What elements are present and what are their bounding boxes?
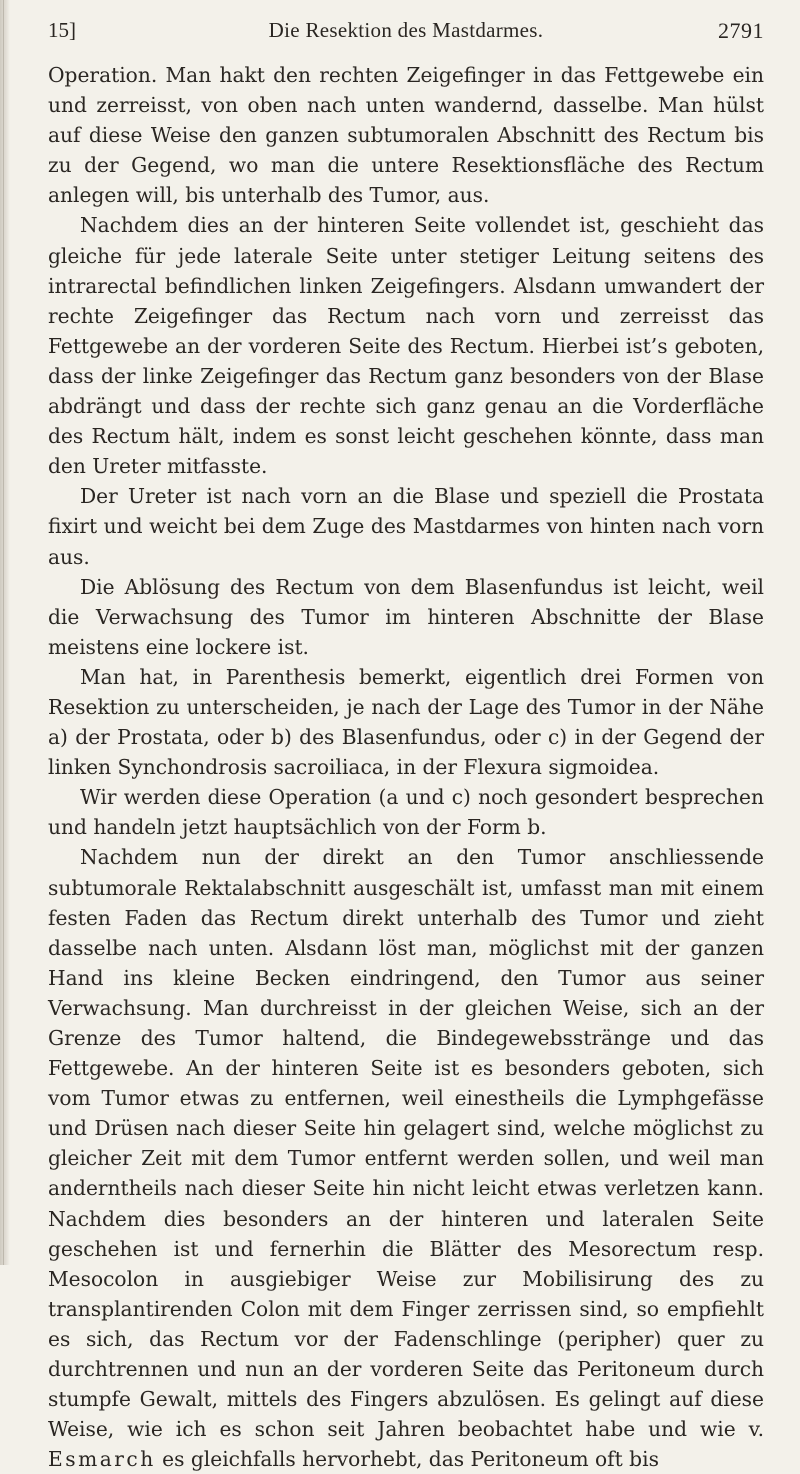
paragraph-7 [48,842,764,1474]
paragraph-2: Nachdem dies an der hinteren Seite vollendet ist, geschieht das gleiche für jede laterale Seite unter stetiger Leitung seitens des intrarectal befindlichen linken Zeigefingers. Alsdann umwandert der rechte Zeigefinger das Rectum nach vorn und zerreisst das Fettgewebe an der vorderen Seite des Rectum. Hierbei ist’s geboten, dass der linke Zeigefinger das Rectum ganz besonders von der Blase abdrängt und dass der rechte sich ganz genau an die Vorderfläche des Rectum hält, indem es sonst leicht geschehen könnte, dass man den Ureter mitfasste. [48,213,764,479]
paragraph-7-text-after: es gleichfalls hervorhebt, das Peritoneum oft bis [155,1447,659,1472]
paragraph-3: Der Ureter ist nach vorn an die Blase und speziell die Prostata fixirt und weicht bei dem Zuge des Mastdarmes von hinten nach vorn aus. [48,484,764,569]
section-number: 15] [48,18,76,42]
running-title: Die Resektion des Mastdarmes. [268,18,544,42]
running-head [48,18,764,50]
author-name-esmarch: Esmarch [48,1447,156,1472]
page-edge-line [3,0,4,1265]
page-edge-shadow [0,0,10,1265]
paragraph-1: Operation. Man hakt den rechten Zeigefinger in das Fettgewebe ein und zerreisst, von oben nach unten wandernd, dasselbe. Man hülst auf diese Weise den ganzen subtumoralen Abschnitt des Rectum bis zu der Gegend, wo man die untere Resektionsfläche des Rectum anlegen will, bis unterhalb des Tumor, aus. [48,63,764,208]
paragraph-6: Wir werden diese Operation (a und c) noch gesondert besprechen und handeln jetzt hauptsächlich von der Form b. [48,785,764,840]
paragraph-5: Man hat, in Parenthesis bemerkt, eigentlich drei Formen von Resektion zu unterscheiden, je nach der Lage des Tumor in der Nähe a) der Prostata, oder b) des Blasenfundus, oder c) in der Gegend der linken Synchondrosis sacroiliaca, in der Flexura sigmoidea. [48,664,764,780]
page-number: 2791 [718,18,764,43]
paragraph-4: Die Ablösung des Rectum von dem Blasenfundus ist leicht, weil die Verwachsung des Tumor im hinteren Abschnitte der Blase meistens eine lockere ist. [48,574,764,659]
body-text [48,60,764,1474]
paragraph-7-text-before: Nachdem nun der direkt an den Tumor anschliessende subtumorale Rektalabschnitt ausgeschält ist, umfasst man mit einem festen Faden das Rectum direkt unterhalb des Tumor und zieht dasselbe nach unten. Alsdann löst man, möglichst mit der ganzen Hand ins kleine Becken eindringend, den Tumor aus seiner Verwachsung. Man durchreisst in der gleichen Weise, sich an der Grenze des Tumor haltend, die Bindegewebsstränge und das Fettgewebe. An der hinteren Seite ist es besonders geboten, sich vom Tumor etwas zu entfernen, weil einestheils die Lymphgefässe und Drüsen nach dieser Seite hin gelagert sind, welche möglichst zu gleicher Zeit mit dem Tumor entfernt werden sollen, und weil man anderntheils nach dieser Seite hin nicht leicht etwas verletzen kann. Nachdem dies besonders an der hinteren und lateralen Seite geschehen ist und fernerhin die Blätter des Mesorectum resp. Mesocolon in ausgiebiger Weise zur Mobilisirung des zu transplantirenden Colon mit dem Finger zerrissen sind, so empfiehlt es sich, das Rectum vor der Fadenschlinge (peripher) quer zu durchtrennen und nun an der vorderen Seite das Peritoneum durch stumpfe Gewalt, mittels des Fingers abzulösen. Es gelingt auf diese Weise, wie ich es schon seit Jahren beobachtet habe und wie v. [48,845,764,1442]
